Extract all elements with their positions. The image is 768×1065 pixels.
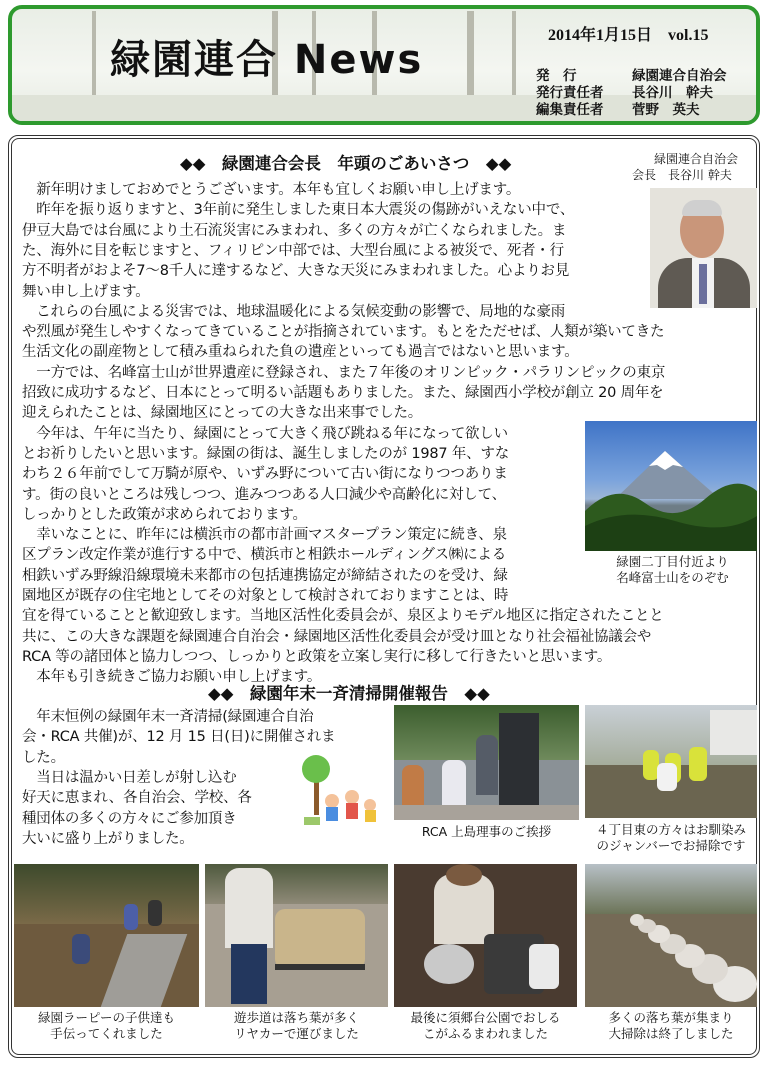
rca-caption: RCA 上島理事のご挨拶 (421, 824, 552, 839)
greeting-line: 招致に成功するなど、日本にとって明るい話題もありました。また、緑園西小学校が創立 20 周年を (22, 385, 664, 401)
fuji-photo (585, 421, 757, 551)
cleanup-line: 種団体の多くの方々にご参加頂き (22, 810, 237, 827)
rca-greeting-photo (394, 705, 579, 820)
greeting-line: しっかりとした政策が求められております。 (22, 506, 307, 523)
team4-photo (585, 705, 757, 818)
fuji-caption-line: 名峰富士山をのぞむ (616, 570, 729, 585)
credit-label: 発 行 (536, 68, 577, 84)
greeting-line: これらの台風による災害では、地球温暖化による気候変動の影響で、局地的な豪雨 (22, 303, 566, 320)
greeting-line: RCA 等の諸団体と協力しつつ、しっかりと政策を立案し実行に移して行きたいと思います。 (22, 648, 612, 665)
soup-photo (394, 864, 577, 1007)
bags-caption-line: 大掃除は終了しました (608, 1026, 734, 1041)
greeting-line: 宜を得ていることと歓迎致します。当地区活性化委員会が、泉区よりモデル地区に指定されたことと (22, 608, 664, 625)
bags-photo (585, 864, 757, 1007)
soup-caption-line: こがふるまわれました (422, 1026, 548, 1041)
cleanup-line: 年末恒例の緑園年末一斉清掃(緑園連合自治 (22, 709, 314, 725)
soup-caption-line: 最後に須郷台公園でおしる (410, 1010, 561, 1025)
credit-value: 菅野 英夫 (632, 102, 700, 118)
greeting-line: わち２６年前でして万騎が原や、いずみ野について古い街になりつつありま (22, 466, 508, 483)
credit-label: 編集責任者 (536, 102, 604, 118)
chairman-photo (650, 188, 757, 308)
greeting-line: 本年も引き続きご協力お願い申し上げます。 (22, 669, 322, 686)
greeting-line: 共に、この大きな課題を緑園連合自治会・緑園地区活性化委員会が受け皿となり社会福祉協議会や (22, 628, 652, 645)
cleanup-line: 当日は温かい日差しが射し込む (22, 769, 237, 786)
cleanup-line: 大いに盛り上がりました。 (22, 830, 194, 847)
cart-photo (205, 864, 388, 1007)
team4-caption-line: のジャンバーでお掃除です (596, 838, 746, 853)
cleanup-line: 好天に恵まれ、各自治会、学校、各 (22, 790, 252, 807)
greeting-line: 区プラン改定作業が進行する中で、横浜市と相鉄ホールディングス㈱による (22, 547, 507, 564)
greeting-line: 伊豆大島では台風により土石流災害にみまわれ、多くの方々が亡くなられました。ま (22, 222, 567, 239)
author-org: 緑園連合自治会 (654, 152, 739, 166)
greeting-line: す。街の良いところは残しつつ、進みつつある人口減少や高齢化に対して、 (22, 486, 506, 503)
greeting-heading: ◆◆ 緑園連合会長 年頭のごあいさつ ◆◆ (180, 154, 512, 173)
greeting-line: とお祈りしたいと思います。緑園の街は、誕生しましたのが 1987 年、すな (22, 445, 510, 462)
team4-caption-line: ４丁目東の方々はお馴染み (595, 822, 746, 837)
kids-photo (14, 864, 199, 1007)
cleanup-illustration (296, 755, 384, 827)
greeting-line: 迎えられたことは、緑園地区にとっての大きな出来事でした。 (22, 405, 423, 422)
cart-caption-line: 遊歩道は落ち葉が多く (233, 1010, 359, 1025)
greeting-line: た、海外に目を転じますと、フィリピン中部では、大型台風による被災で、死者・行 (22, 242, 564, 259)
newsletter-title: 緑園連合 News (110, 37, 424, 83)
greeting-line: 方不明者がおよそ7～8千人に達するなど、大きな天災にみまわれました。心よりお見 (22, 263, 570, 280)
greeting-line: 今年は、午年に当たり、緑園にとって大きく飛び跳ねる年になって欲しい (22, 425, 508, 442)
greeting-line: 一方では、名峰富士山が世界遺産に登録され、また７年後のオリンピック・パラリンピックの東京 (22, 364, 666, 381)
fuji-caption-line: 緑園二丁目付近より (616, 554, 729, 569)
bags-caption-line: 多くの落ち葉が集まり (608, 1010, 734, 1025)
credit-value: 緑園連合自治会 (632, 68, 727, 84)
greeting-line: 舞い申し上げます。 (22, 283, 150, 300)
cleanup-line: 会・RCA 共催)が、12 月 15 日(日)に開催されま (22, 729, 336, 746)
kids-caption-line: 手伝ってくれました (50, 1026, 163, 1041)
greeting-line: 昨年を振り返りますと、3年前に発生しました東日本大震災の傷跡がいえない中で、 (22, 202, 575, 219)
kids-caption-line: 緑園ラーピーの子供達も (37, 1010, 175, 1025)
credit-label: 発行責任者 (536, 85, 604, 101)
greeting-line: や烈風が発生しやすくなってきていることが指摘されています。もとをただせば、人類が築いてきた (22, 324, 665, 341)
cart-caption-line: リヤカーで運びました (234, 1026, 359, 1041)
credit-value: 長谷川 幹夫 (632, 85, 713, 101)
greeting-line: 生活文化の副産物として積み重ねられた負の遺産といっても過言ではないと思います。 (22, 344, 579, 361)
greeting-line: 新年明けましておめでとうございます。本年も宜しくお願い申し上げます。 (22, 182, 521, 198)
cleanup-heading: ◆◆ 緑園年末一斉清掃開催報告 ◆◆ (208, 684, 490, 703)
greeting-line: 相鉄いずみ野線沿線環境未来都市の包括連携協定が締結されたのを受け、緑 (22, 567, 508, 584)
author-name: 会長 長谷川 幹夫 (632, 168, 732, 182)
cleanup-line: した。 (22, 749, 65, 766)
greeting-line: 幸いなことに、昨年には横浜市の都市計画マスタープラン策定に続き、泉 (22, 527, 507, 544)
issue-date: 2014年1月15日 vol.15 (548, 27, 709, 44)
greeting-line: 園地区が既存の住宅地としてその対象として検討されておりますことは、時 (22, 588, 509, 604)
